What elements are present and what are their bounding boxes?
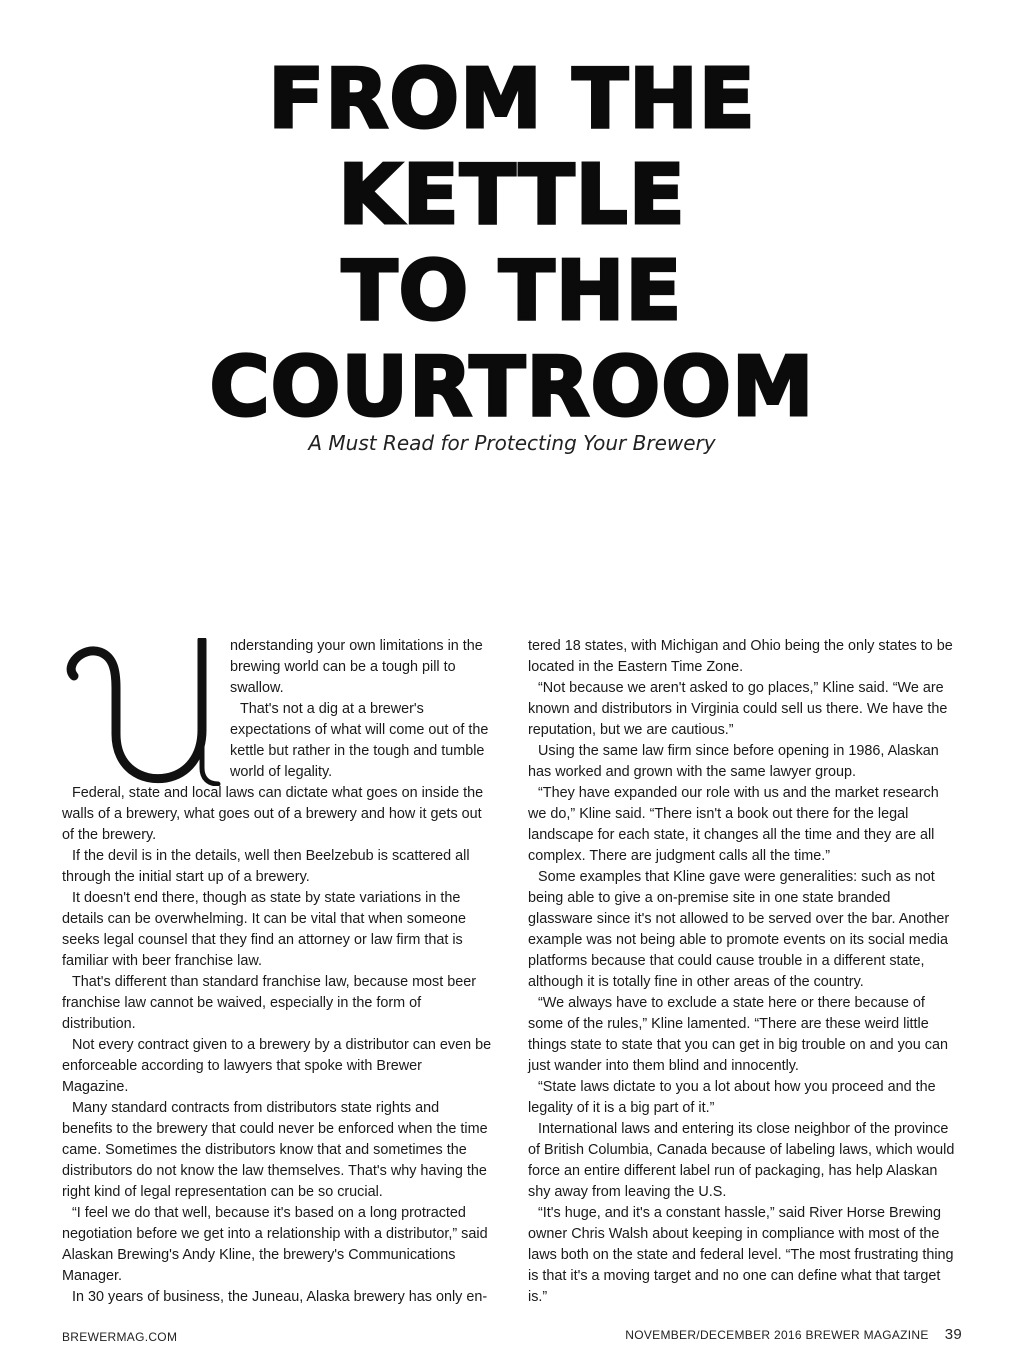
subtitle: A Must Read for Protecting Your Brewery — [308, 431, 716, 455]
paragraph: It doesn't end there, though as state by state variations in the details can be overwhelming. It can be vital that when someone seeks legal counsel that they find an attorney or law firm that is familiar with beer franchise law. — [62, 890, 466, 969]
paragraph: “We always have to exclude a state here or there because of some of the rules,” Kline lamented. “There are these weird little things state to state that you can get in big trouble on and you can just wander into them blind and innocently. — [528, 995, 949, 1074]
headline — [0, 52, 1024, 436]
page-number: 39 — [944, 1326, 962, 1343]
lead-paragraph: nderstanding your own limitations in the brewing world can be a tough pill to swallow. — [230, 638, 483, 696]
paragraph: Not every contract given to a brewery by a distributor can even be enforceable according to lawyers that spoke with Brewer Magazine. — [62, 1037, 492, 1095]
paragraph: That's different than standard franchise law, because most beer franchise law cannot be waived, especially in the form of distribution. — [62, 974, 477, 1032]
article-column-right — [528, 636, 958, 1308]
headline-line: COURTROOM — [209, 340, 815, 435]
headline-line: KETTLE — [338, 148, 686, 243]
headline-line: FROM THE — [268, 52, 756, 147]
paragraph: “I feel we do that well, because it's based on a long protracted negotiation before we get into a relationship with a distributor,” said Alaskan Brewing's Andy Kline, the brewery's Communications Manager. — [62, 1205, 488, 1284]
paragraph: “They have expanded our role with us and the market research we do,” Kline said. “There isn't a book out there for the legal landscape for each state, it changes all the time and they are all complex. There are judgment calls all the time.” — [528, 785, 939, 864]
paragraph: “State laws dictate to you a lot about how you proceed and the legality of it is a big part of it.” — [528, 1079, 936, 1116]
footer-issue-info — [625, 1326, 962, 1343]
paragraph-continuation: tered 18 states, with Michigan and Ohio being the only states to be located in the Eastern Time Zone. — [528, 638, 953, 675]
paragraph: In 30 years of business, the Juneau, Alaska brewery has only en- — [72, 1289, 488, 1305]
paragraph: International laws and entering its close neighbor of the province of British Columbia, Canada because of labeling laws, which would force an entire different label run of packaging, has help Alaskan shy away from leaving the U.S. — [528, 1121, 955, 1200]
footer-issue: NOVEMBER/DECEMBER 2016 BREWER MAGAZINE — [625, 1328, 929, 1342]
paragraph: “Not because we aren't asked to go places,” Kline said. “We are known and distributors in Virginia could sell us there. We have the reputation, but we are cautious.” — [528, 680, 948, 738]
lead-block — [62, 636, 492, 783]
paragraph: “It's huge, and it's a constant hassle,” said River Horse Brewing owner Chris Walsh about keeping in compliance with most of the laws both on the state and federal level. “The most frustrating thing is that it's a moving target and no one can define what that target is.” — [528, 1205, 954, 1305]
headline-line: TO THE — [341, 244, 683, 339]
footer-website: BREWERMAG.COM — [62, 1330, 178, 1344]
paragraph: Some examples that Kline gave were generalities: such as not being able to give a on-premise site in one state branded glassware since it's not allowed to be served over the bar. Another example was not being able to promote events on its social media platforms because that could cause trouble in a different state, although it is totally fine in other areas of the country. — [528, 869, 950, 990]
lead-paragraph: That's not a dig at a brewer's expectations of what will come out of the kettle but rather in the tough and tumble world of legality. — [230, 701, 489, 780]
paragraph: Using the same law firm since before opening in 1986, Alaskan has worked and grown with the same lawyer group. — [528, 743, 939, 780]
article-column-left — [62, 636, 492, 1308]
paragraph: If the devil is in the details, well then Beelzebub is scattered all through the initial start up of a brewery. — [62, 848, 470, 885]
paragraph: Many standard contracts from distributors state rights and benefits to the brewery that could never be enforced when the time came. Sometimes the distributors know that and sometimes the distributors do not know the law themselves. That's why having the right kind of legal representation can be so crucial. — [62, 1100, 488, 1200]
paragraph: Federal, state and local laws can dictate what goes on inside the walls of a brewery, what goes out of a brewery and how it gets out of the brewery. — [62, 785, 484, 843]
drop-cap-u-icon — [60, 638, 224, 786]
